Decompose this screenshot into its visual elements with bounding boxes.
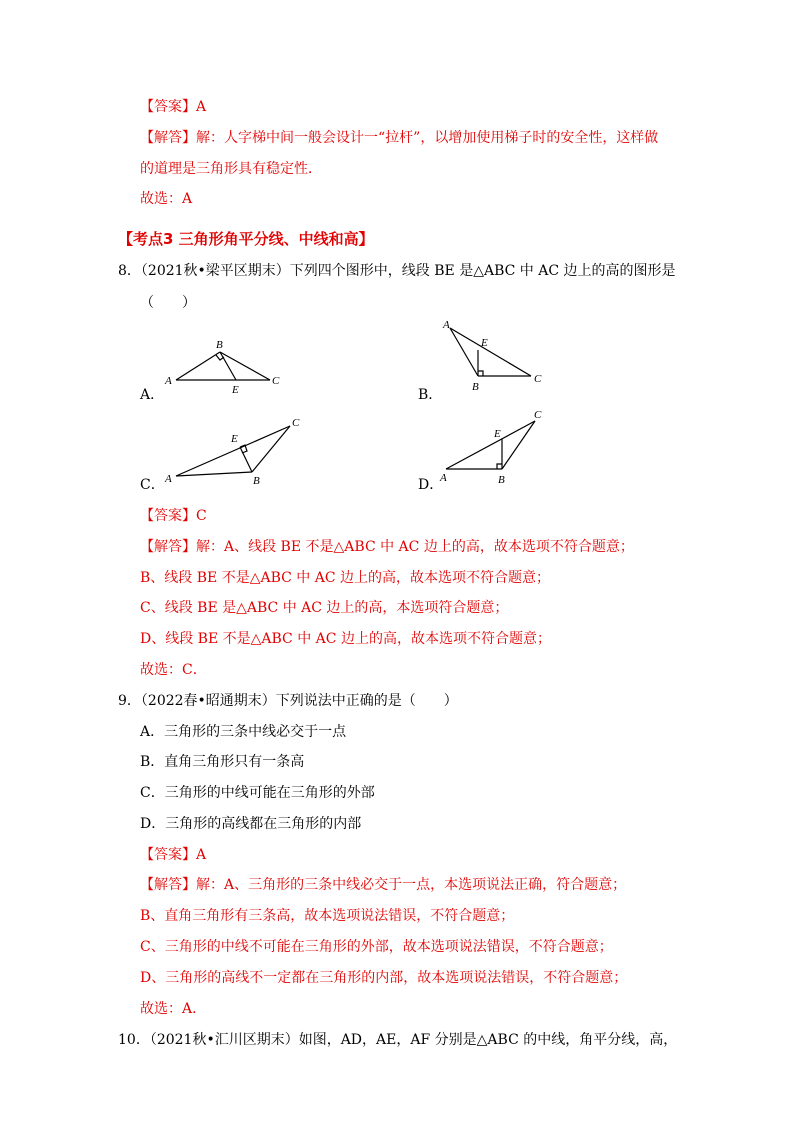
fig-c-letter-b: B: [253, 475, 260, 487]
q7-analysis-line-1: 【解答】解：人字梯中间一般会设计一“拉杆”，以增加使用梯子时的安全性，这样做: [140, 130, 659, 146]
q8-analysis-line-1: 【解答】解：A、线段 BE 不是△ABC 中 AC 边上的高，故本选项不符合题意；: [140, 539, 634, 555]
q8-analysis-line-3: C、线段 BE 是△ABC 中 AC 边上的高，本选项符合题意；: [140, 600, 509, 616]
q7-conclusion: 故选：A: [140, 191, 193, 207]
q9-option-c: C．三角形的中线可能在三角形的外部: [140, 785, 375, 801]
q8-option-c-label: C．: [140, 477, 165, 493]
fig-a-letter-e: E: [232, 384, 239, 396]
q8-figure-c: [160, 410, 310, 490]
q8-answer: 【答案】C: [140, 508, 207, 524]
q8-option-d-label: D．: [418, 477, 444, 493]
q9-analysis-line-4: D、三角形的高线不一定都在三角形的内部，故本选项说法错误，不符合题意；: [140, 970, 628, 986]
q8-option-a-label: A．: [140, 387, 165, 403]
fig-b-letter-c: C: [534, 373, 542, 385]
q8-stem-line-1: 8．（2021秋•梁平区期末）下列四个图形中，线段 BE 是△ABC 中 AC 边上的高的图形是: [118, 263, 676, 279]
fig-d-letter-a: A: [440, 472, 447, 484]
fig-d-letter-b: B: [498, 474, 505, 486]
q10-stem: 10．（2021秋•汇川区期末）如图，AD，AE，AF 分别是△ABC 的中线，角平分线，高，: [118, 1032, 678, 1048]
section-heading: 【考点3 三角形角平分线、中线和高】: [118, 230, 374, 248]
q9-option-b: B．直角三角形只有一条高: [140, 754, 305, 770]
fig-d-letter-c: C: [534, 409, 542, 421]
fig-d-letter-e: E: [494, 428, 501, 440]
q9-option-d: D．三角形的高线都在三角形的内部: [140, 816, 362, 832]
q9-option-a: A．三角形的三条中线必交于一点: [140, 724, 347, 740]
q9-analysis-line-3: C、三角形的中线不可能在三角形的外部，故本选项说法错误，不符合题意；: [140, 939, 613, 955]
q9-conclusion: 故选：A．: [140, 1001, 207, 1017]
q8-option-b-label: B．: [418, 387, 443, 403]
q9-analysis-line-1: 【解答】解：A、三角形的三条中线必交于一点，本选项说法正确，符合题意；: [140, 877, 627, 893]
fig-c-letter-e: E: [231, 433, 238, 445]
q8-analysis-line-4: D、线段 BE 不是△ABC 中 AC 边上的高，故本选项不符合题意；: [140, 631, 551, 647]
fig-a-letter-c: C: [272, 375, 280, 387]
fig-c-letter-a: A: [165, 473, 172, 485]
q8-figure-d: [432, 405, 552, 490]
q8-conclusion: 故选：C．: [140, 662, 207, 678]
q7-answer: 【答案】A: [140, 99, 207, 115]
q9-stem: 9．（2022春•昭通期末）下列说法中正确的是（ ）: [118, 693, 458, 709]
q9-answer: 【答案】A: [140, 847, 207, 863]
fig-a-letter-a: A: [165, 375, 172, 387]
fig-b-letter-a: A: [443, 319, 450, 331]
q8-figure-a: [160, 330, 290, 400]
q8-analysis-line-2: B、线段 BE 不是△ABC 中 AC 边上的高，故本选项不符合题意；: [140, 570, 551, 586]
fig-b-letter-e: E: [481, 337, 488, 349]
fig-c-letter-c: C: [292, 417, 300, 429]
q8-figure-b: [435, 316, 555, 396]
fig-a-letter-b: B: [216, 339, 223, 351]
fig-b-letter-b: B: [472, 381, 479, 393]
q7-analysis-line-2: 的道理是三角形具有稳定性．: [140, 161, 322, 177]
q8-stem-line-2: （ ）: [140, 295, 196, 311]
q9-analysis-line-2: B、直角三角形有三条高，故本选项说法错误，不符合题意；: [140, 908, 515, 924]
